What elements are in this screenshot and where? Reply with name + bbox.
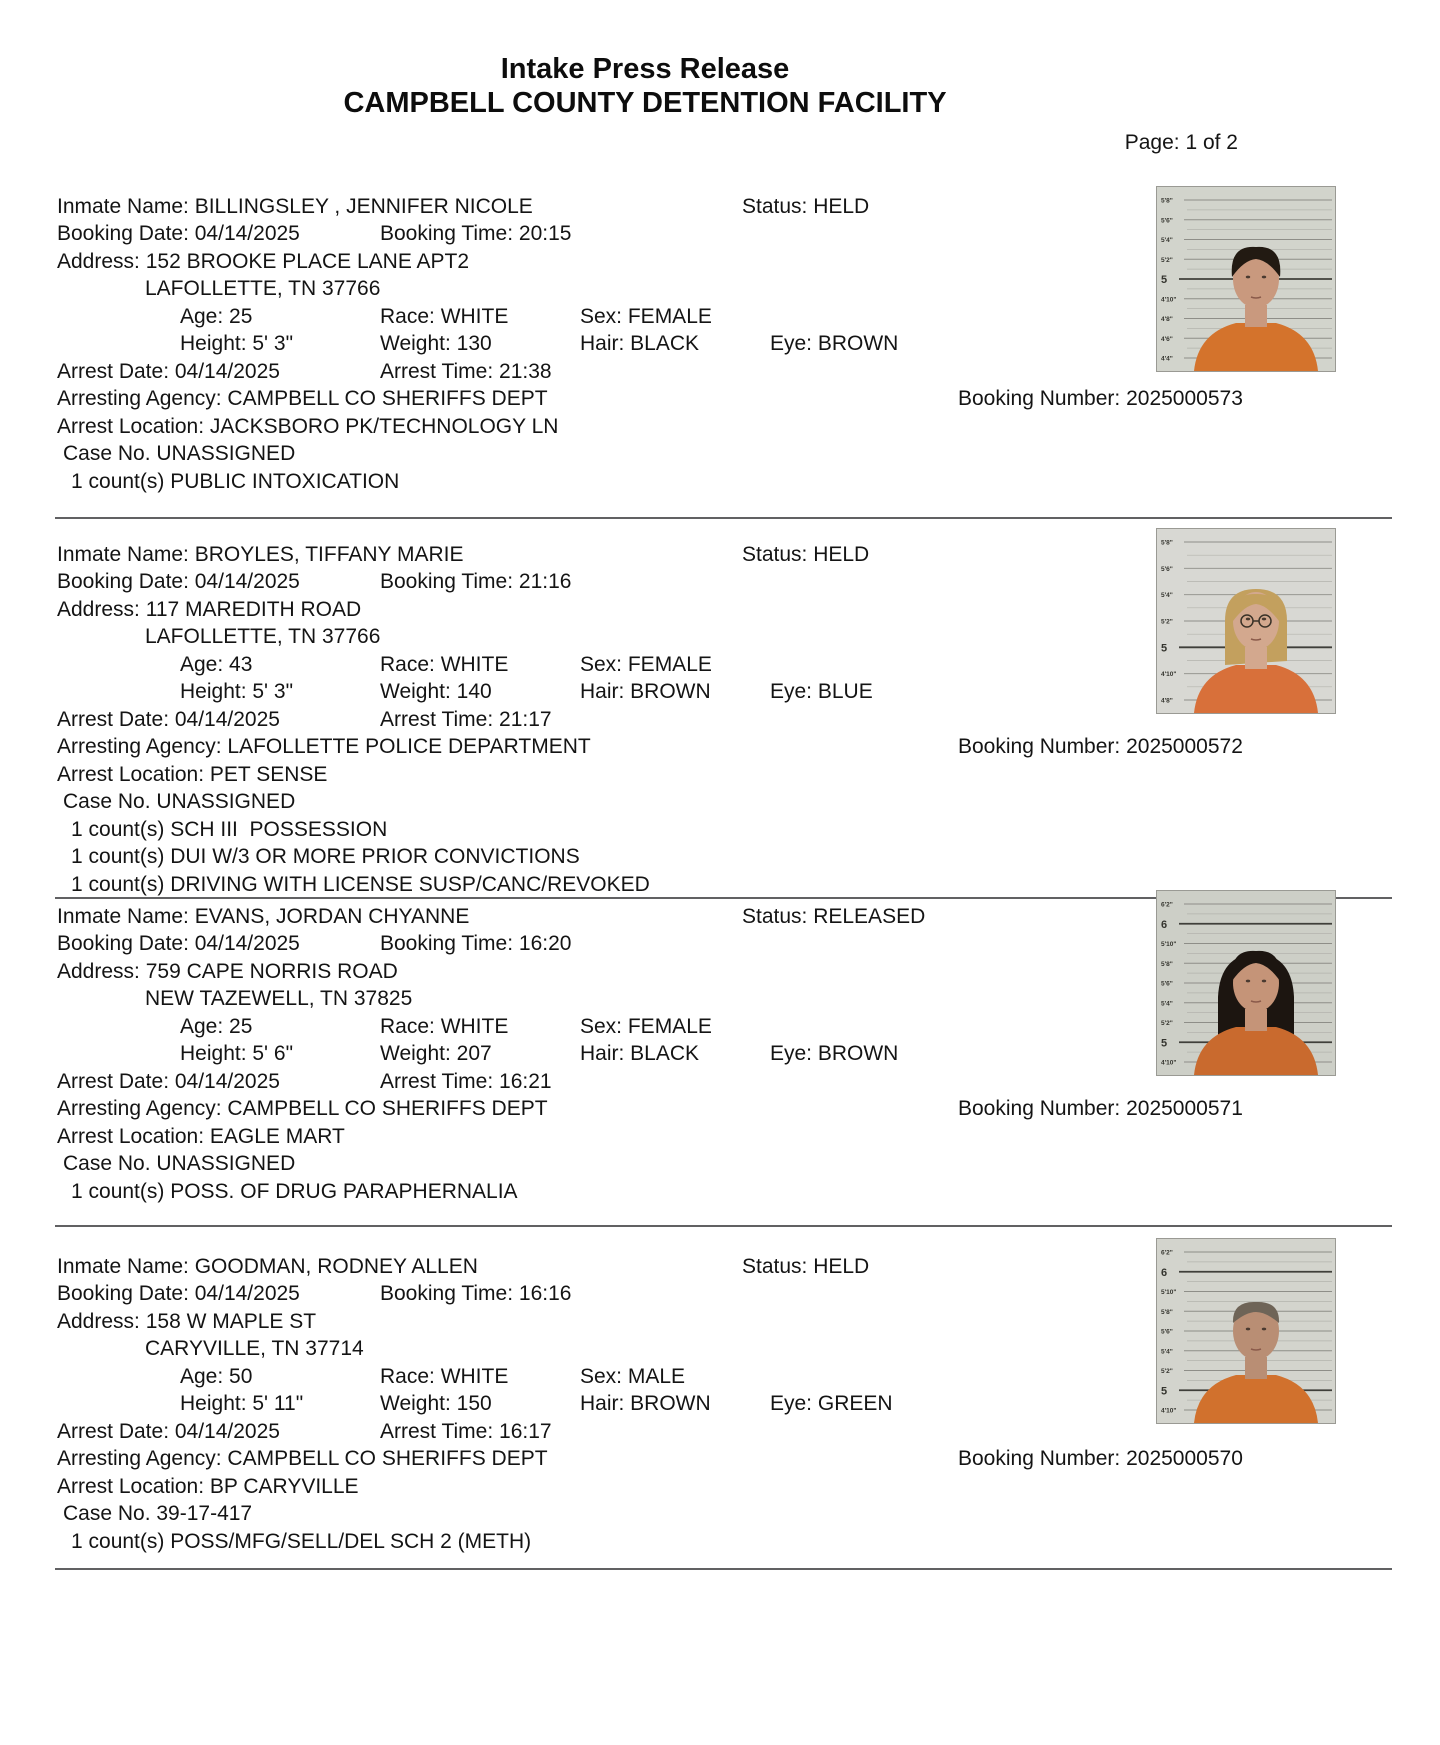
age: Age: 25 [180, 1015, 253, 1038]
age: Age: 43 [180, 653, 253, 676]
svg-text:5: 5 [1161, 1037, 1168, 1050]
case-number: Case No. UNASSIGNED [63, 1152, 296, 1175]
arrest-time: Arrest Time: 16:17 [380, 1420, 552, 1443]
booking-time: Booking Time: 16:20 [380, 932, 572, 955]
svg-text:4'10": 4'10" [1161, 1407, 1177, 1415]
svg-text:5'4": 5'4" [1161, 592, 1173, 600]
booking-date: Booking Date: 04/14/2025 [57, 570, 300, 593]
svg-text:5'8": 5'8" [1161, 1308, 1173, 1316]
document-title-line1: Intake Press Release [500, 53, 790, 85]
svg-text:5'6": 5'6" [1161, 1328, 1173, 1336]
weight: Weight: 207 [380, 1042, 492, 1065]
address-line1: Address: 117 MAREDITH ROAD [57, 598, 362, 621]
weight: Weight: 140 [380, 680, 492, 703]
svg-text:5'6": 5'6" [1161, 565, 1173, 573]
mugshot-photo [1156, 528, 1336, 714]
booking-date: Booking Date: 04/14/2025 [57, 222, 300, 245]
booking-date: Booking Date: 04/14/2025 [57, 1282, 300, 1305]
status-value: Status: HELD [742, 195, 870, 218]
arrest-location: Arrest Location: JACKSBORO PK/TECHNOLOGY LN [57, 415, 559, 438]
mugshot-photo [1156, 1238, 1336, 1424]
svg-text:6: 6 [1161, 918, 1168, 931]
height: Height: 5' 3" [180, 680, 294, 703]
sex: Sex: FEMALE [580, 1015, 712, 1038]
svg-text:5: 5 [1161, 1385, 1168, 1398]
eye: Eye: BLUE [770, 680, 873, 703]
arrest-time: Arrest Time: 16:21 [380, 1070, 552, 1093]
svg-text:5'4": 5'4" [1161, 237, 1173, 244]
svg-text:5'2": 5'2" [1161, 1368, 1173, 1375]
svg-text:6'2": 6'2" [1161, 901, 1173, 909]
hair: Hair: BROWN [580, 680, 711, 703]
charge-line: 1 count(s) POSS/MFG/SELL/DEL SCH 2 (METH) [71, 1530, 532, 1553]
race: Race: WHITE [380, 653, 509, 676]
svg-text:4'6": 4'6" [1161, 335, 1173, 343]
svg-text:5'6": 5'6" [1161, 217, 1173, 225]
mugshot-photo [1156, 186, 1336, 372]
svg-text:4'4": 4'4" [1161, 355, 1173, 363]
status-value: Status: RELEASED [742, 905, 926, 928]
svg-text:4'10": 4'10" [1161, 671, 1177, 679]
svg-text:4'10": 4'10" [1161, 296, 1177, 304]
address-line2: LAFOLLETTE, TN 37766 [145, 625, 381, 648]
booking-number: Booking Number: 2025000571 [958, 1097, 1243, 1120]
document-header [0, 52, 1290, 120]
booking-time: Booking Time: 20:15 [380, 222, 572, 245]
svg-text:5'8": 5'8" [1161, 197, 1173, 205]
status-value: Status: HELD [742, 543, 870, 566]
address-line2: CARYVILLE, TN 37714 [145, 1337, 364, 1360]
record-divider [55, 1225, 1392, 1227]
arresting-agency: Arresting Agency: CAMPBELL CO SHERIFFS DEPT [57, 1447, 548, 1470]
mugshot-photo [1156, 890, 1336, 1076]
weight: Weight: 130 [380, 332, 492, 355]
booking-number: Booking Number: 2025000572 [958, 735, 1243, 758]
record-divider [55, 1568, 1392, 1570]
svg-text:5'8": 5'8" [1161, 539, 1173, 547]
svg-text:5: 5 [1161, 274, 1168, 286]
race: Race: WHITE [380, 305, 509, 328]
arresting-agency: Arresting Agency: LAFOLLETTE POLICE DEPARTMENT [57, 735, 591, 758]
height: Height: 5' 6" [180, 1042, 294, 1065]
status-value: Status: HELD [742, 1255, 870, 1278]
eye: Eye: BROWN [770, 332, 899, 355]
arrest-location: Arrest Location: BP CARYVILLE [57, 1475, 359, 1498]
sex: Sex: FEMALE [580, 305, 712, 328]
address-line1: Address: 158 W MAPLE ST [57, 1310, 317, 1333]
svg-text:5'2": 5'2" [1161, 256, 1173, 264]
age: Age: 50 [180, 1365, 253, 1388]
sex: Sex: MALE [580, 1365, 686, 1388]
booking-number: Booking Number: 2025000570 [958, 1447, 1243, 1470]
address-line1: Address: 152 BROOKE PLACE LANE APT2 [57, 250, 470, 273]
address-line2: NEW TAZEWELL, TN 37825 [145, 987, 413, 1010]
address-line1: Address: 759 CAPE NORRIS ROAD [57, 960, 398, 983]
arrest-time: Arrest Time: 21:38 [380, 360, 552, 383]
inmate-name: Inmate Name: EVANS, JORDAN CHYANNE [57, 905, 470, 928]
race: Race: WHITE [380, 1365, 509, 1388]
weight: Weight: 150 [380, 1392, 492, 1415]
case-number: Case No. UNASSIGNED [63, 790, 296, 813]
arrest-location: Arrest Location: PET SENSE [57, 763, 328, 786]
case-number: Case No. UNASSIGNED [63, 442, 296, 465]
charge-line: 1 count(s) POSS. OF DRUG PARAPHERNALIA [71, 1180, 518, 1203]
charge-line: 1 count(s) DRIVING WITH LICENSE SUSP/CANC/REVOKED [71, 873, 650, 896]
svg-text:5'8": 5'8" [1161, 960, 1173, 968]
sex: Sex: FEMALE [580, 653, 712, 676]
page-number: Page: 1 of 2 [1124, 131, 1238, 154]
arrest-date: Arrest Date: 04/14/2025 [57, 708, 280, 731]
case-number: Case No. 39-17-417 [63, 1502, 253, 1525]
height: Height: 5' 11" [180, 1392, 304, 1415]
address-line2: LAFOLLETTE, TN 37766 [145, 277, 381, 300]
svg-text:5'6": 5'6" [1161, 980, 1173, 988]
svg-text:4'8": 4'8" [1161, 316, 1173, 323]
arrest-date: Arrest Date: 04/14/2025 [57, 360, 280, 383]
svg-text:5'10": 5'10" [1161, 1289, 1177, 1296]
svg-text:5: 5 [1161, 642, 1168, 655]
charge-line: 1 count(s) SCH III POSSESSION [71, 818, 388, 841]
booking-number: Booking Number: 2025000573 [958, 387, 1243, 410]
charge-line: 1 count(s) PUBLIC INTOXICATION [71, 470, 400, 493]
booking-time: Booking Time: 16:16 [380, 1282, 572, 1305]
arrest-location: Arrest Location: EAGLE MART [57, 1125, 345, 1148]
eye: Eye: BROWN [770, 1042, 899, 1065]
svg-text:5'2": 5'2" [1161, 1020, 1173, 1027]
svg-text:4'10": 4'10" [1161, 1059, 1177, 1067]
arrest-date: Arrest Date: 04/14/2025 [57, 1420, 280, 1443]
svg-text:6: 6 [1161, 1266, 1168, 1279]
arrest-date: Arrest Date: 04/14/2025 [57, 1070, 280, 1093]
svg-text:6'2": 6'2" [1161, 1249, 1173, 1257]
svg-text:5'2": 5'2" [1161, 618, 1173, 626]
booking-time: Booking Time: 21:16 [380, 570, 572, 593]
svg-text:5'4": 5'4" [1161, 1348, 1173, 1356]
arrest-time: Arrest Time: 21:17 [380, 708, 552, 731]
inmate-name: Inmate Name: BROYLES, TIFFANY MARIE [57, 543, 464, 566]
hair: Hair: BROWN [580, 1392, 711, 1415]
hair: Hair: BLACK [580, 1042, 700, 1065]
charge-line: 1 count(s) DUI W/3 OR MORE PRIOR CONVICTIONS [71, 845, 580, 868]
inmate-name: Inmate Name: GOODMAN, RODNEY ALLEN [57, 1255, 478, 1278]
arresting-agency: Arresting Agency: CAMPBELL CO SHERIFFS DEPT [57, 1097, 548, 1120]
record-divider [55, 517, 1392, 519]
race: Race: WHITE [380, 1015, 509, 1038]
hair: Hair: BLACK [580, 332, 700, 355]
arresting-agency: Arresting Agency: CAMPBELL CO SHERIFFS DEPT [57, 387, 548, 410]
booking-date: Booking Date: 04/14/2025 [57, 932, 300, 955]
document-title-line2: CAMPBELL COUNTY DETENTION FACILITY [343, 87, 947, 119]
svg-text:5'4": 5'4" [1161, 1000, 1173, 1008]
svg-text:5'10": 5'10" [1161, 941, 1177, 948]
age: Age: 25 [180, 305, 253, 328]
eye: Eye: GREEN [770, 1392, 893, 1415]
height: Height: 5' 3" [180, 332, 294, 355]
inmate-name: Inmate Name: BILLINGSLEY , JENNIFER NICOLE [57, 195, 533, 218]
svg-text:4'8": 4'8" [1161, 697, 1173, 705]
